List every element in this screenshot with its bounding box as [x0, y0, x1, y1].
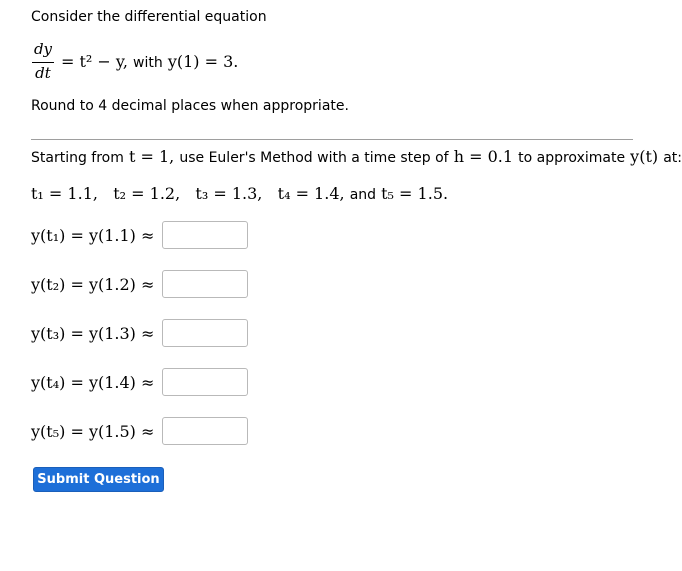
prompt-math: t = 1, — [128, 147, 175, 166]
prompt-part: use Euler's Method with a time step of — [179, 150, 449, 166]
answer-label: y(t₄) = y(1.4) ≈ — [31, 373, 155, 392]
fraction-denominator: dt — [35, 64, 51, 82]
prompt-part: to approximate — [518, 150, 626, 166]
prompt-math: y(t) — [630, 147, 659, 166]
time-and: and — [349, 187, 377, 203]
initial-condition: y(1) = 3. — [167, 52, 239, 71]
fraction-numerator: dy — [33, 40, 53, 58]
time-last: t₅ = 1.5. — [381, 184, 449, 203]
divider — [31, 139, 633, 140]
answer-label: y(t₁) = y(1.1) ≈ — [31, 226, 155, 245]
answer-input-5[interactable] — [162, 417, 248, 445]
answer-label: y(t₃) = y(1.3) ≈ — [31, 324, 155, 343]
rounding-note: Round to 4 decimal places when appropriate. — [31, 98, 349, 114]
prompt-part: Starting from — [31, 150, 124, 166]
answer-input-3[interactable] — [162, 319, 248, 347]
problem-intro: Consider the differential equation — [31, 9, 267, 25]
ode-rhs: = t² − y, — [61, 52, 128, 71]
fraction-bar — [32, 62, 54, 63]
answer-input-4[interactable] — [162, 368, 248, 396]
answer-label: y(t₂) = y(1.2) ≈ — [31, 275, 155, 294]
prompt-math: h = 0.1 — [453, 147, 514, 166]
answer-input-1[interactable] — [162, 221, 248, 249]
answer-label: y(t₅) = y(1.5) ≈ — [31, 422, 155, 441]
euler-prompt — [31, 147, 682, 166]
prompt-part: at: — [663, 150, 682, 166]
time-points — [31, 184, 448, 203]
time-list: t₁ = 1.1, t₂ = 1.2, t₃ = 1.3, t₄ = 1.4, — [31, 184, 345, 203]
submit-question-button[interactable]: Submit Question — [33, 467, 164, 492]
answer-input-2[interactable] — [162, 270, 248, 298]
ode-with: with — [133, 55, 163, 71]
